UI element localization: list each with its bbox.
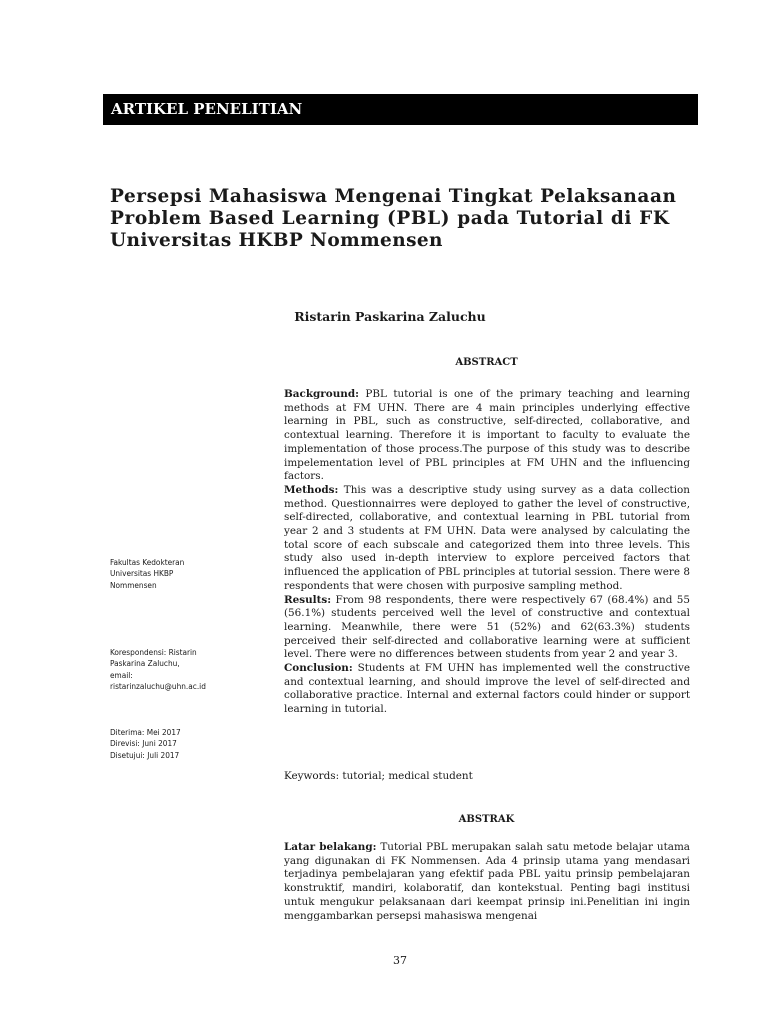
results-text: From 98 respondents, there were respectively 67 (68.4%) and 55 (56.1%) students perceived well the level of constructive and contextual learning. Meanwhile, there were 51 (52%) and 62(63.3%) students perceived their self-directed and collaborative learning were at sufficient level. There were no differences between students from year 2 and year 3. bbox=[284, 593, 690, 661]
abstract-background bbox=[284, 388, 690, 484]
results-label: Results: bbox=[284, 593, 332, 606]
abstract-methods bbox=[284, 484, 690, 594]
revised-date: Direvisi: Juni 2017 bbox=[110, 738, 177, 749]
correspondence-line: Korespondensi: Ristarin bbox=[110, 647, 197, 657]
correspondence-line: Paskarina Zaluchu, bbox=[110, 658, 180, 669]
abstract-heading: ABSTRACT bbox=[455, 357, 518, 368]
page-number: 37 bbox=[393, 954, 407, 967]
affiliation-line: Nommensen bbox=[110, 579, 157, 590]
title-line-1: Persepsi Mahasiswa Mengenai Tingkat Pelaksanaan bbox=[110, 186, 677, 207]
background-text: PBL tutorial is one of the primary teaching and learning methods at FM UHN. There are 4 main principles underlying effective learning in PBL, such as constructive, self-directed, collaborative, and contextual learning. Therefore it is important to faculty to evaluate the implementation of those process.The purpose of this study was to describe impelementation level of PBL principles at FM UHN and the influencing factors. bbox=[284, 388, 690, 483]
conclusion-label: Conclusion: bbox=[284, 662, 353, 675]
conclusion-text: Students at FM UHN has implemented well the constructive and contextual learning, and should improve the level of self-directed and collaborative practice. Internal and external factors could hinder or support learning in tutorial. bbox=[284, 662, 690, 716]
article-dates bbox=[110, 727, 260, 761]
title-line-3: Universitas HKBP Nommensen bbox=[110, 230, 443, 251]
keywords: Keywords: tutorial; medical student bbox=[284, 770, 473, 782]
banner-label: ARTIKEL PENELITIAN bbox=[111, 100, 303, 118]
correspondence-email: ristarinzaluchu@uhn.ac.id bbox=[110, 680, 206, 691]
affiliation bbox=[110, 557, 260, 591]
abstrak-heading: ABSTRAK bbox=[458, 814, 515, 825]
section-banner bbox=[103, 94, 698, 125]
article-title bbox=[110, 186, 700, 252]
received-date: Diterima: Mei 2017 bbox=[110, 727, 181, 737]
abstract-conclusion bbox=[284, 662, 690, 717]
affiliation-line: Fakultas Kedokteran bbox=[110, 557, 185, 567]
abstract-results bbox=[284, 594, 690, 663]
latar-label: Latar belakang: bbox=[284, 841, 377, 853]
background-label: Background: bbox=[284, 388, 359, 400]
author-name: Ristarin Paskarina Zaluchu bbox=[294, 309, 486, 324]
correspondence-line: email: bbox=[110, 669, 133, 680]
correspondence bbox=[110, 647, 260, 692]
accepted-date: Disetujui: Juli 2017 bbox=[110, 749, 180, 760]
abstract-body bbox=[284, 388, 690, 717]
methods-label: Methods: bbox=[284, 483, 339, 496]
affiliation-line: Universitas HKBP bbox=[110, 568, 174, 579]
latar-text: Tutorial PBL merupakan salah satu metode belajar utama yang digunakan di FK Nommensen. Ada 4 prinsip utama yang mendasari terjadinya pembelajaran yang efektif pada PBL yaitu prinsip pembelajaran konstruktif, mandiri, kolaboratif, dan kontekstual. Penting bagi institusi untuk mengukur pelaksanaan dari keempat prinsip ini.Penelitian ini ingin menggambarkan persepsi mahasiswa mengenai bbox=[284, 841, 690, 922]
methods-text: This was a descriptive study using survey as a data collection method. Questionnairres were deployed to gather the level of constructive, self-directed, collaborative, and contextual learning in PBL tutorial from year 2 and 3 students at FM UHN. Data were analysed by calculating the total score of each subscale and categorized them into three levels. This study also used in-depth interview to explore perceived factors that influenced the application of PBL principles at tutorial session. There were 8 respondents that were chosen with purposive sampling method. bbox=[284, 483, 690, 592]
abstrak-body bbox=[284, 841, 690, 923]
title-line-2: Problem Based Learning (PBL) pada Tutorial di FK bbox=[110, 208, 670, 229]
